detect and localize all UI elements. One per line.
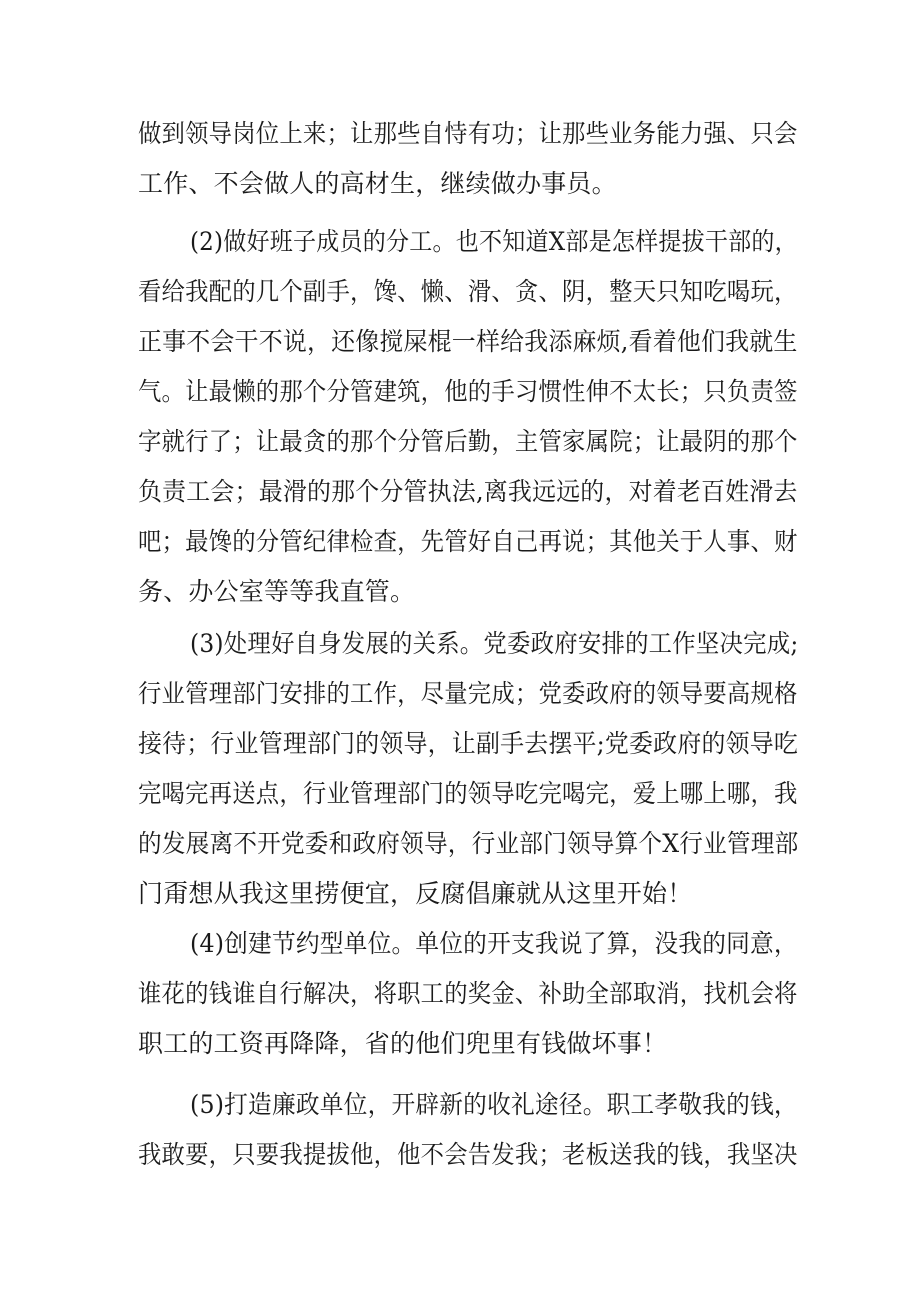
text-line: 负责工会；最滑的那个分管执法,离我远远的，对着老百姓滑去 (138, 477, 798, 506)
text-line: 工作、不会做人的高材生，继续做办事员。 (138, 169, 617, 198)
text-line: (5)打造廉政单位，开辟新的收礼途径。职工孝敬我的钱， (190, 1090, 798, 1119)
text-line: 的发展离不开党委和政府领导，行业部门领导算个X行业管理部 (138, 829, 799, 858)
text-line: 职工的工资再降降，省的他们兜里有钱做坏事！ (138, 1029, 668, 1058)
text-line: 我敢要，只要我提拔他，他不会告发我；老板送我的钱，我坚决 (138, 1140, 798, 1169)
text-line: 接待；行业管理部门的领导，让副手去摆平;党委政府的领导吃 (138, 729, 799, 758)
text-line: 吧；最馋的分管纪律检查，先管好自己再说；其他关于人事、财 (138, 527, 798, 556)
text-line: 谁花的钱谁自行解决，将职工的奖金、补助全部取消，找机会将 (138, 979, 798, 1008)
text-line: 完喝完再送点，行业管理部门的领导吃完喝完，爱上哪上哪，我 (138, 779, 798, 808)
text-line: 做到领导岗位上来；让那些自恃有功；让那些业务能力强、只会 (138, 119, 798, 148)
text-line: 行业管理部门安排的工作，尽量完成；党委政府的领导要高规格 (138, 679, 798, 708)
text-line: (4)创建节约型单位。单位的开支我说了算，没我的同意， (190, 929, 798, 958)
text-line: 正事不会干不说，还像搅屎棍一样给我添麻烦,看着他们我就生 (138, 327, 798, 356)
text-line: 门甭想从我这里捞便宜，反腐倡廉就从这里开始！ (138, 879, 693, 908)
text-line: (3)处理好自身发展的关系。党委政府安排的工作坚决完成; (190, 629, 799, 658)
text-line: 字就行了；让最贪的那个分管后勤，主管家属院；让最阴的那个 (138, 427, 798, 456)
text-line: 务、办公室等等我直管。 (138, 577, 416, 606)
text-line: (2)做好班子成员的分工。也不知道X部是怎样提拔干部的， (190, 227, 798, 256)
text-line: 气。让最懒的那个分管建筑，他的手习惯性伸不太长；只负责签 (138, 377, 798, 406)
text-line: 看给我配的几个副手，馋、懒、滑、贪、阴，整天只知吃喝玩， (138, 277, 798, 306)
